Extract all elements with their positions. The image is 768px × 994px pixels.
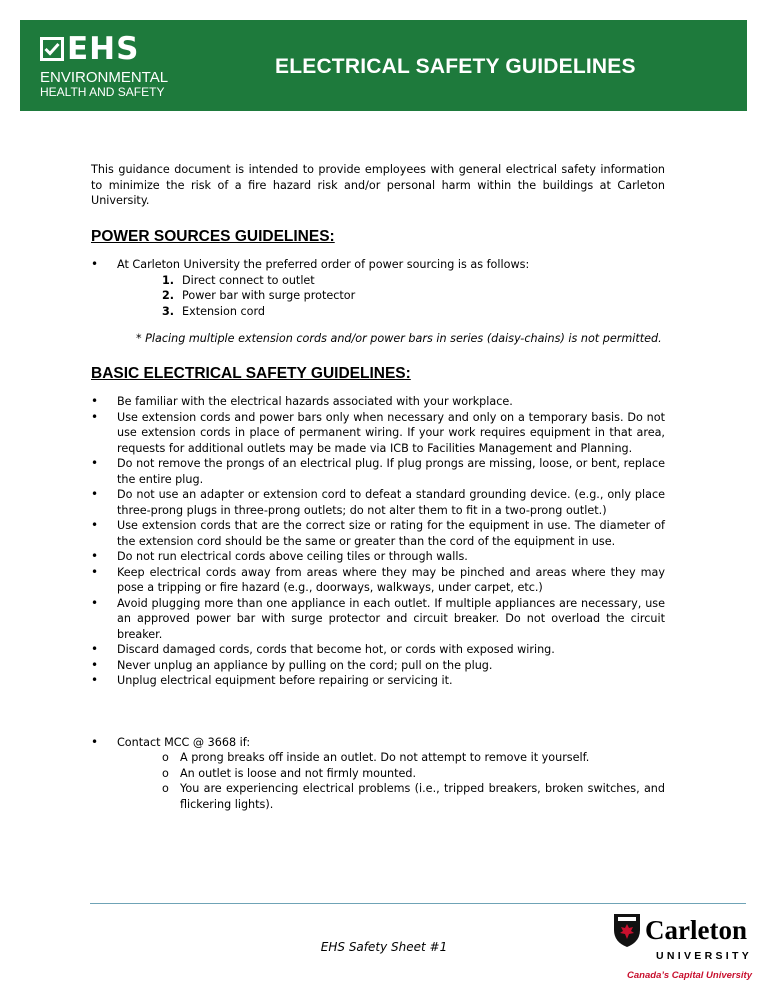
list-item: • Be familiar with the electrical hazards associated with your workplace. — [91, 394, 665, 410]
list-item: 3. Extension cord — [162, 304, 265, 318]
checkmark-icon — [40, 37, 64, 61]
page-title: ELECTRICAL SAFETY GUIDELINES — [275, 55, 636, 78]
header-banner — [20, 20, 747, 111]
list-item — [91, 257, 665, 319]
carleton-tagline: Canada’s Capital University — [627, 970, 752, 981]
list-item: • Use extension cords that are the correct size or rating for the equipment in use. The diameter of the extension cord should be the same or greater than the cord of the equipment in use. — [91, 518, 665, 549]
basic-safety-list — [91, 394, 665, 689]
list-item: o A prong breaks off inside an outlet. Do not attempt to remove it yourself. — [117, 750, 665, 766]
safety-sheet-label: EHS Safety Sheet #1 — [320, 940, 448, 954]
carleton-crest-icon — [612, 912, 642, 948]
carleton-university-text: UNIVERSITY — [655, 950, 752, 962]
power-order-list — [117, 273, 665, 320]
power-order-intro: At Carleton University the preferred order of power sourcing is as follows: — [117, 258, 530, 271]
power-sources-list — [91, 257, 665, 319]
contact-sub-list — [117, 750, 665, 812]
list-item: • Do not remove the prongs of an electrical plug. If plug prongs are missing, loose, or bent, replace the entire plug. — [91, 456, 665, 487]
carleton-logo — [612, 912, 752, 981]
list-item: • Never unplug an appliance by pulling on the cord; pull on the plug. — [91, 658, 665, 674]
logo-line-health-safety: HEALTH AND SAFETY — [40, 85, 165, 99]
logo-line-environmental: ENVIRONMENTAL — [40, 69, 169, 86]
list-item: • Keep electrical cords away from areas where they may be pinched and areas where they may pose a tripping or fire hazard (e.g., doorways, walkways, under carpet, etc.) — [91, 565, 665, 596]
document-body — [91, 162, 665, 812]
contact-label: Contact MCC @ 3668 if: — [117, 735, 251, 749]
footer-divider — [90, 903, 746, 904]
list-item: • Do not run electrical cords above ceiling tiles or through walls. — [91, 549, 665, 565]
intro-paragraph: This guidance document is intended to provide employees with general electrical safety information to minimize the risk of a fire hazard risk and/or personal harm within the buildings at Carleton University. — [91, 163, 665, 207]
list-item: 1. Direct connect to outlet — [162, 273, 315, 287]
list-item — [91, 735, 665, 813]
power-sources-heading: POWER SOURCES GUIDELINES: — [91, 227, 335, 245]
list-item: • Use extension cords and power bars only when necessary and only on a temporary basis. Do not use extension cords in place of permanent wiring. If your work requires equipment in that area, requests for additional outlets may be made via ICB to Facilities Management and Planning. — [91, 410, 665, 457]
list-item: • Unplug electrical equipment before repairing or servicing it. — [91, 673, 665, 689]
logo-abbreviation: EHS — [67, 31, 140, 67]
list-item: o An outlet is loose and not firmly mounted. — [117, 766, 665, 782]
carleton-wordmark: Carleton — [645, 915, 747, 945]
list-item: • Do not use an adapter or extension cord to defeat a standard grounding device. (e.g., only place three-prong plugs in three-prong outlets; do not alter them to fit in a two-prong outlet.) — [91, 487, 665, 518]
list-item: • Avoid plugging more than one appliance in each outlet. If multiple appliances are necessary, use an approved power bar with surge protector and circuit breaker. Do not overload the circuit breaker. — [91, 596, 665, 643]
basic-safety-heading: BASIC ELECTRICAL SAFETY GUIDELINES: — [91, 364, 411, 382]
list-item: 2. Power bar with surge protector — [162, 289, 356, 302]
daisy-chain-note: * Placing multiple extension cords and/or power bars in series (daisy-chains) is not permitted. — [136, 332, 662, 345]
list-item: o You are experiencing electrical problems (i.e., tripped breakers, broken switches, and flickering lights). — [117, 781, 665, 812]
contact-list — [91, 735, 665, 813]
ehs-logo — [40, 31, 169, 100]
list-item: • Discard damaged cords, cords that become hot, or cords with exposed wiring. — [91, 642, 665, 658]
